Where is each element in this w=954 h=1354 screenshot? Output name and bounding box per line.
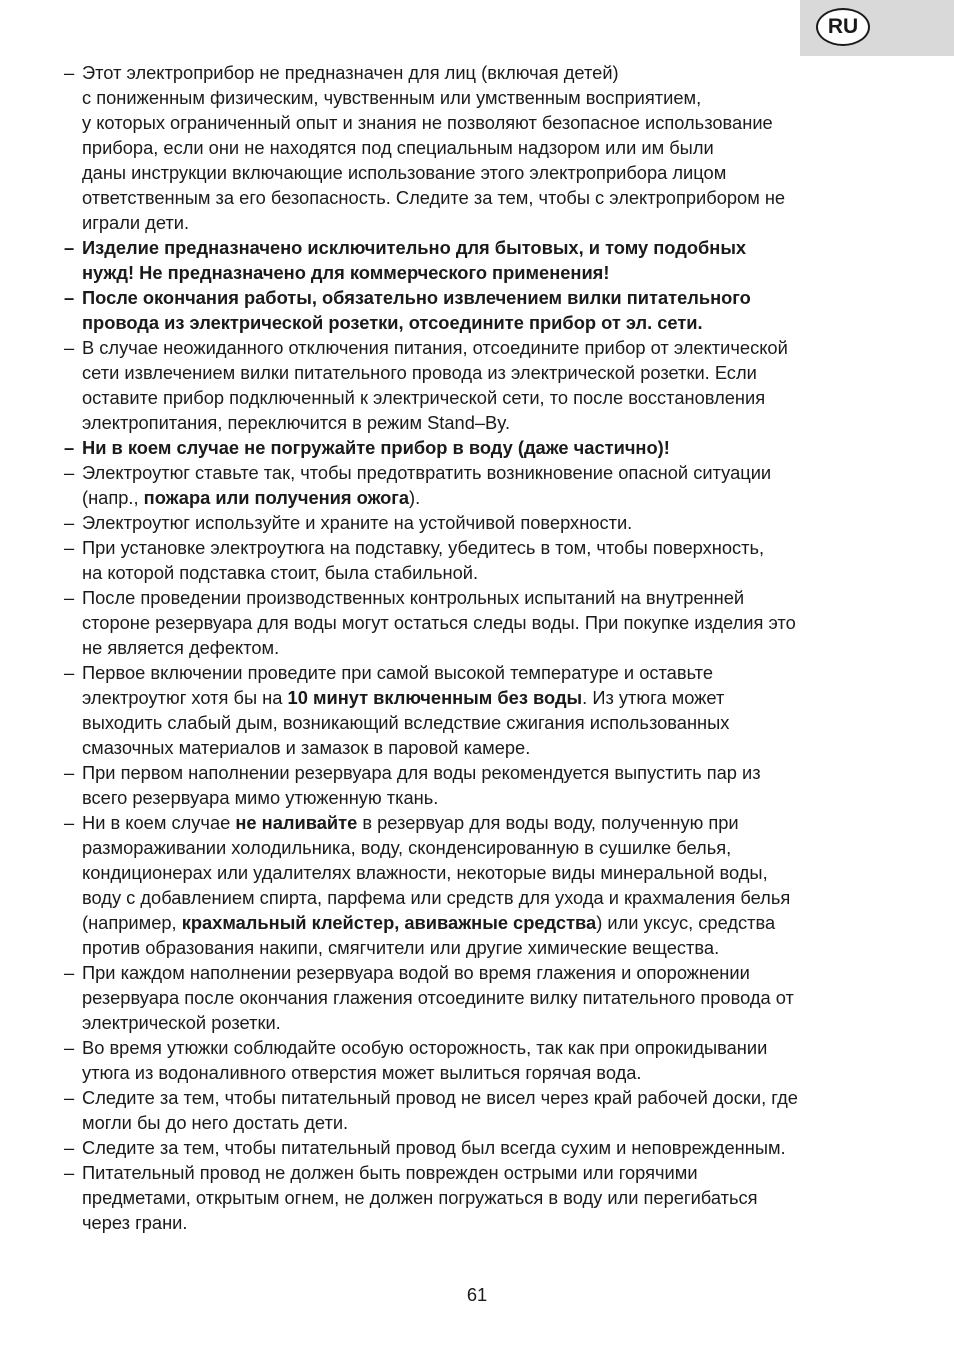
text-run: кондиционерах или удалителях влажности, некоторые виды минеральной воды, [82, 862, 768, 883]
list-item [64, 585, 894, 660]
text-run: всего резервуара мимо утюженную ткань. [82, 787, 439, 808]
bold-text-run: нужд! Не предназначено для коммерческого применения! [82, 262, 610, 283]
bullet-dash: – [64, 762, 75, 783]
text-run: электрической розетки. [82, 1012, 281, 1033]
text-run: против образования накипи, смягчители или другие химические вещества. [82, 937, 720, 958]
text-run: Ни в коем случае [82, 812, 236, 833]
bullet-dash: – [64, 462, 75, 483]
text-run: Во время утюжки соблюдайте особую осторожность, так как при опрокидывании [82, 1037, 768, 1058]
text-run: играли дети. [82, 212, 190, 233]
list-item [64, 510, 894, 535]
list-item [64, 1035, 894, 1085]
text-run: размораживании холодильника, воду, сконденсированную в сушилке белья, [82, 837, 732, 858]
text-run: Электроутюг используйте и храните на устойчивой поверхности. [82, 512, 633, 533]
text-run: сети извлечением вилки питательного провода из электрической розетки. Если [82, 362, 757, 383]
list-item [64, 460, 894, 510]
page-number: 61 [466, 1284, 488, 1305]
text-run: предметами, открытым огнем, не должен погружаться в воду или перегибаться [82, 1187, 758, 1208]
text-run: Питательный провод не должен быть поврежден острыми или горячими [82, 1162, 698, 1183]
list-item [64, 960, 894, 1035]
list-item [64, 235, 894, 285]
text-run: на которой подставка стоит, была стабильной. [82, 562, 479, 583]
bold-text-run: Изделие предназначено исключительно для бытовых, и тому подобных [82, 237, 747, 258]
bold-text-run: не наливайте [235, 812, 358, 833]
bullet-dash: – [64, 1037, 75, 1058]
text-run: (напр., [82, 487, 144, 508]
bullet-dash: – [64, 812, 75, 833]
text-run: При установке электроутюга на подставку, убедитесь в том, чтобы поверхность, [82, 537, 765, 558]
list-item [64, 285, 894, 335]
list-item [64, 60, 894, 235]
bullet-dash: – [64, 237, 75, 258]
bullet-dash: – [64, 662, 75, 683]
list-item [64, 535, 894, 585]
text-run: ). [409, 487, 421, 508]
text-run: При первом наполнении резервуара для воды рекомендуется выпустить пар из [82, 762, 761, 783]
bold-text-run: Ни в коем случае не погружайте прибор в воду (даже частично)! [82, 437, 670, 458]
text-run: резервуара после окончания глажения отсоедините вилку питательного провода от [82, 987, 794, 1008]
text-run: у которых ограниченный опыт и знания не позволяют безопасное использование [82, 112, 773, 133]
text-run: электропитания, переключится в режим Stand–By. [82, 412, 511, 433]
text-run: воду с добавлением спирта, парфема или средств для ухода и крахмаления белья [82, 887, 791, 908]
text-run: с пониженным физическим, чувственным или умственным восприятием, [82, 87, 702, 108]
list-item [64, 760, 894, 810]
language-badge: RU [816, 8, 870, 46]
list-item [64, 810, 894, 960]
bullet-dash: – [64, 1087, 75, 1108]
text-run: Следите за тем, чтобы питательный провод был всегда сухим и неповрежденным. [82, 1137, 786, 1158]
text-run: Первое включении проведите при самой высокой температуре и оставьте [82, 662, 713, 683]
bold-text-run: провода из электрической розетки, отсоедините прибор от эл. сети. [82, 312, 703, 333]
text-run: стороне резервуара для воды могут остаться следы воды. При покупке изделия это [82, 612, 796, 633]
text-run: выходить слабый дым, возникающий вследствие сжигания использованных [82, 712, 730, 733]
bullet-dash: – [64, 537, 75, 558]
bold-text-run: После окончания работы, обязательно извлечением вилки питательного [82, 287, 751, 308]
text-run: не является дефектом. [82, 637, 280, 658]
bullet-dash: – [64, 437, 75, 458]
bullet-dash: – [64, 587, 75, 608]
text-run: могли бы до него достать дети. [82, 1112, 349, 1133]
safety-instructions-list [64, 60, 894, 1235]
text-run: даны инструкции включающие использование этого электроприбора лицом [82, 162, 727, 183]
text-run: оставите прибор подключенный к электрической сети, то после восстановления [82, 387, 766, 408]
text-run: В случае неожиданного отключения питания, отсоедините прибор от электической [82, 337, 788, 358]
text-run: смазочных материалов и замазок в паровой камере. [82, 737, 531, 758]
text-run: утюга из водоналивного отверстия может вылиться горячая вода. [82, 1062, 642, 1083]
bullet-dash: – [64, 287, 75, 308]
text-run: . Из утюга может [582, 687, 725, 708]
text-run: через грани. [82, 1212, 188, 1233]
list-item [64, 435, 894, 460]
bullet-dash: – [64, 1137, 75, 1158]
text-run: ответственным за его безопасность. Следите за тем, чтобы с электроприбором не [82, 187, 786, 208]
text-run: Этот электроприбор не предназначен для лиц (включая детей) [82, 62, 619, 83]
text-run: (например, [82, 912, 182, 933]
text-run: ) или уксус, средства [596, 912, 776, 933]
text-run: прибора, если они не находятся под специальным надзором или им были [82, 137, 714, 158]
text-run: После проведении производственных контрольных испытаний на внутренней [82, 587, 745, 608]
bullet-dash: – [64, 337, 75, 358]
text-run: в резервуар для воды воду, полученную при [357, 812, 739, 833]
list-item [64, 1085, 894, 1135]
bold-text-run: 10 минут включенным без воды [287, 687, 583, 708]
bold-text-run: пожара или получения ожога [143, 487, 410, 508]
text-run: При каждом наполнении резервуара водой во время глажения и опорожнении [82, 962, 750, 983]
list-item [64, 335, 894, 435]
bold-text-run: крахмальный клейстер, авиважные средства [181, 912, 597, 933]
list-item [64, 1135, 894, 1160]
list-item [64, 660, 894, 760]
bullet-dash: – [64, 512, 75, 533]
bullet-dash: – [64, 62, 75, 83]
text-run: Следите за тем, чтобы питательный провод не висел через край рабочей доски, где [82, 1087, 798, 1108]
bullet-dash: – [64, 1162, 75, 1183]
bullet-dash: – [64, 962, 75, 983]
text-run: Электроутюг ставьте так, чтобы предотвратить возникновение опасной ситуации [82, 462, 772, 483]
text-run: электроутюг хотя бы на [82, 687, 288, 708]
list-item [64, 1160, 894, 1235]
